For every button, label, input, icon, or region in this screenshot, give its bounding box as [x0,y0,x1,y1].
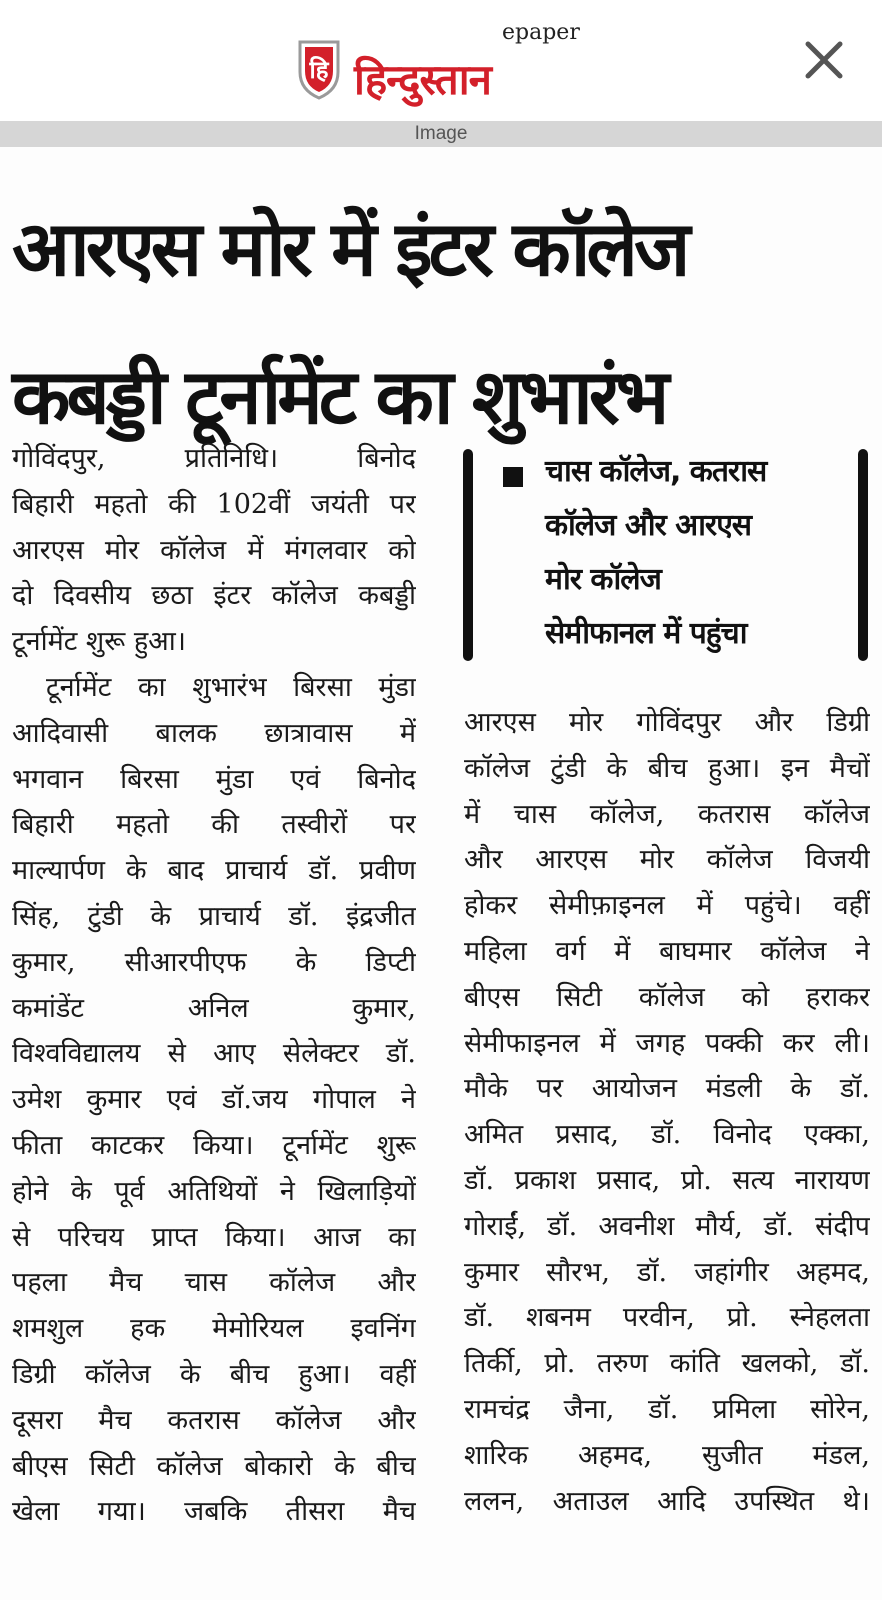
article-text-line: उमेश कुमार एवं डॉ.जय गोपाल ने [12,1084,416,1116]
article-text-line: गोराईं, डॉ. अवनीश मौर्य, डॉ. संदीप [464,1210,870,1242]
article-text-line: से परिचय प्राप्त किया। आज का [12,1221,416,1253]
article-headline [12,175,872,471]
article-text-line: में चास कॉलेज, कतरास कॉलेज [464,798,870,830]
article-text-line: बीएस सिटी कॉलेज बोकारो के बीच [12,1450,416,1482]
article-text-line: कॉलेज टुंडी के बीच हुआ। इन मैचों [464,752,870,784]
square-bullet-icon [503,467,523,487]
article-text-line: दो दिवसीय छठा इंटर कॉलेज कबड्डी [12,580,416,612]
callout-line: कॉलेज और आरएस [545,508,752,543]
article-text-line: अमित प्रसाद, डॉ. विनोद एक्का, [464,1119,870,1151]
article-text-line: डॉ. शबनम परवीन, प्रो. स्नेहलता [464,1302,870,1334]
callout-line: चास कॉलेज, कतरास [545,454,767,489]
article-text-line: पहला मैच चास कॉलेज और [12,1267,416,1299]
article-text-line: बिहारी महतो की तस्वीरों पर [12,809,416,841]
close-button[interactable] [800,36,848,84]
article-text-line: बिहारी महतो की 102वीं जयंती पर [12,488,416,520]
article-text-line: कुमार, सीआरपीएफ के डिप्टी [12,946,416,978]
article-text-line: विश्वविद्यालय से आए सेलेक्टर डॉ. [12,1038,416,1070]
article-text-line: भगवान बिरसा मुंडा एवं बिनोद [12,763,416,795]
logo-mark-text: हि [309,56,329,84]
image-label: Image [414,123,468,144]
article-text-line: मौके पर आयोजन मंडली के डॉ. [464,1073,870,1105]
article-left-column [12,436,416,1535]
headline-line-1: आरएस मोर में इंटर कॉलेज [12,204,687,293]
article-text-line: सिंह, टुंडी के प्राचार्य डॉ. इंद्रजीत [12,900,416,932]
article-text-line: फीता काटकर किया। टूर्नामेंट शुरू [12,1129,416,1161]
article-text-line: डिग्री कॉलेज के बीच हुआ। वहीं [12,1358,416,1390]
article-text-line: कमांडेंट अनिल कुमार, [12,992,416,1024]
close-icon [800,36,848,84]
article-text-line: आदिवासी बालक छात्रावास में [12,717,416,749]
image-strip [0,121,882,147]
article-text-line: टूर्नामेंट शुरू हुआ। [12,626,187,658]
article-right-column [464,700,870,1524]
callout-line: सेमीफानल में पहुंचा [545,616,747,651]
article-text-line: रामचंद्र जैना, डॉ. प्रमिला सोरेन, [464,1393,870,1425]
article-text-line: दूसरा मैच कतरास कॉलेज और [12,1404,416,1436]
article-text-line: शमशुल हक मेमोरियल इवनिंग [12,1313,416,1345]
hindustan-epaper-logo [292,20,592,104]
article-text-line: माल्यार्पण के बाद प्राचार्य डॉ. प्रवीण [12,855,416,887]
article-text-line: आरएस मोर गोविंदपुर और डिग्री [464,707,870,738]
highlight-callout [463,445,868,661]
app-header [0,0,882,121]
article-text-line: डॉ. प्रकाश प्रसाद, प्रो. सत्य नारायण [464,1164,870,1196]
article-text-line: और आरएस मोर कॉलेज विजयी [464,844,870,876]
article-text-line: तिर्की, प्रो. तरुण कांति खलको, डॉ. [464,1348,870,1380]
callout-right-bracket [858,449,868,661]
article-text-line: आरएस मोर कॉलेज में मंगलवार को [12,534,416,566]
article-text-line: ललन, अताउल आदि उपस्थित थे। [464,1485,870,1517]
callout-text [545,445,845,661]
article-text-line: सेमीफाइनल में जगह पक्की कर ली। [464,1027,870,1059]
callout-left-bracket [463,449,473,661]
article-text-line: होकर सेमीफ़ाइनल में पहुंचे। वहीं [464,890,870,922]
headline-line-2: कबड्डी टूर्नामेंट का शुभारंभ [12,352,666,441]
hindustan-shield-icon [296,38,342,100]
article-text-line: टूर्नामेंट का शुभारंभ बिरसा मुंडा [46,671,416,703]
article-text-line: शारिक अहमद, सुजीत मंडल, [464,1439,870,1471]
article-text-line: गोविंदपुर, प्रतिनिधि। बिनोद [12,443,416,474]
article-text-line: खेला गया। जबकि तीसरा मैच [12,1496,416,1528]
callout-line: मोर कॉलेज [545,562,661,597]
newspaper-article [0,147,882,1600]
article-text-line: महिला वर्ग में बाघमार कॉलेज ने [464,935,870,967]
brand-name: हिन्दुस्तान [354,55,491,104]
article-text-line: होने के पूर्व अतिथियों ने खिलाड़ियों [12,1175,416,1207]
article-text-line: कुमार सौरभ, डॉ. जहांगीर अहमद, [464,1256,870,1288]
article-text-line: बीएस सिटी कॉलेज को हराकर [464,981,870,1013]
epaper-label: epaper [502,20,580,45]
